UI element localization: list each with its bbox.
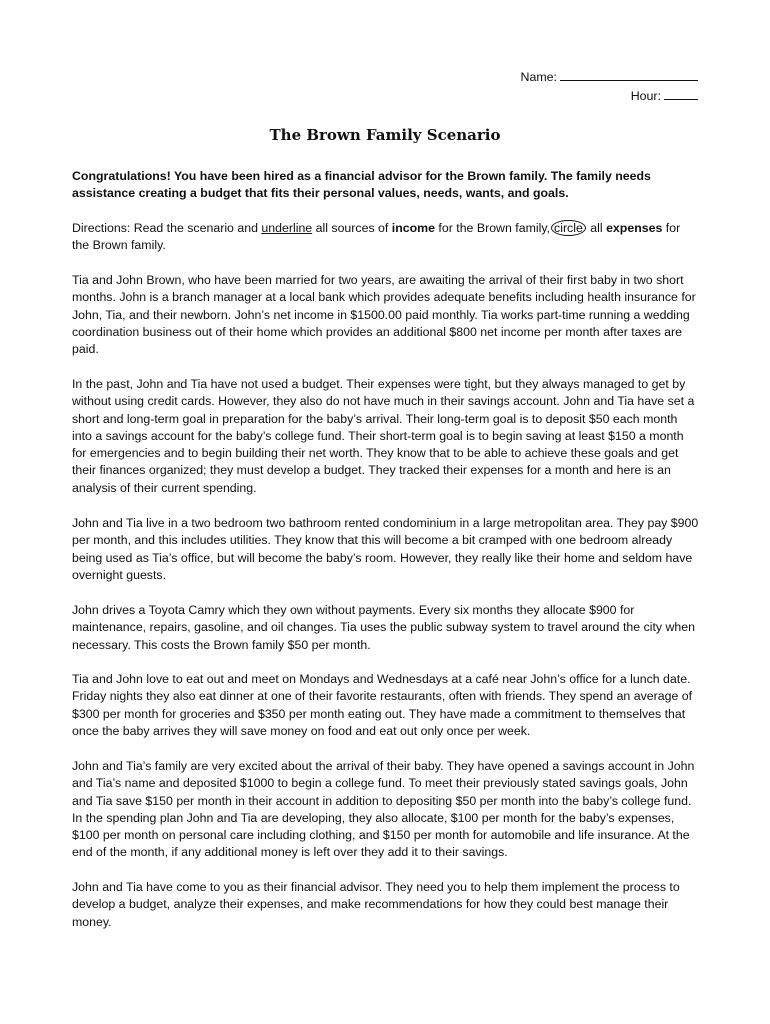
scenario-paragraph-housing: John and Tia live in a two bedroom two bathroom rented condominium in a large metropolitan area. They pay $900 per month, and this includes utilities. They know that this will become a bit cramped with one bedroom already being used as Tia’s office, but will become the baby’s room. However, they really like their home and seldom have overnight guests. [72,516,699,582]
directions-text-2: all sources of [312,221,392,235]
hour-blank[interactable] [664,87,698,100]
name-line [521,68,699,85]
circle-word: circle [551,220,586,236]
directions-text-4: all [586,221,607,235]
directions-text-1: Directions: Read the scenario and [72,221,262,235]
hour-line [631,87,698,104]
directions-text-5: for the Brown family. [72,221,681,253]
intro-paragraph: Congratulations! You have been hired as a financial advisor for the Brown family. The family needs assistance creating a budget that fits their personal values, needs, wants, and goals. [72,169,651,201]
name-blank[interactable] [560,68,698,81]
scenario-paragraph-advisor: John and Tia have come to you as their financial advisor. They need you to help them implement the process to develop a budget, analyze their expenses, and make recommendations for how they could best manage their money. [72,880,680,929]
income-word: income [391,221,435,235]
page-title: The Brown Family Scenario [269,126,501,144]
scenario-paragraph-goals: In the past, John and Tia have not used a budget. Their expenses were tight, but they always managed to get by without using credit cards. However, they also do not have much in their savings account. John and Tia have set a short and long-term goal in preparation for the baby’s arrival. Their long-term goal is to deposit $50 each month into a savings account for the baby’s college fund. Their short-term goal is to begin saving at least $150 a month for emergencies and to begin building their net worth. They know that to be able to achieve these goals and get their finances organized; they must develop a budget. They tracked their expenses for a month and here is an analysis of their current spending. [72,377,695,495]
scenario-paragraph-income: Tia and John Brown, who have been married for two years, are awaiting the arrival of their first baby in two short months. John is a branch manager at a local bank which provides adequate benefits including health insurance for John, Tia, and their newborn. John’s net income in $1500.00 paid monthly. Tia works part-time running a wedding coordination business out of their home which provides an additional $800 net income per month after taxes are paid. [72,273,696,357]
underline-word: underline [261,221,313,235]
hour-label: Hour: [630,89,661,103]
scenario-paragraph-savings: John and Tia’s family are very excited about the arrival of their baby. They have opened a savings account in John and Tia’s name and deposited $1000 to begin a college fund. To meet their previously stated savings goals, John and Tia save $150 per month in their account in addition to depositing $50 per month into the baby’s college fund. In the spending plan John and Tia are developing, they also allocate, $100 per month for the baby’s expenses, $100 per month on personal care including clothing, and $150 per month for automobile and life insurance. At the end of the month, if any additional money is left over they add it to their savings. [72,759,695,860]
directions-text-3: for the Brown family, [435,221,551,235]
directions-paragraph [72,220,700,255]
name-label: Name: [520,70,557,84]
scenario-paragraph-transportation: John drives a Toyota Camry which they own without payments. Every six months they allocate $900 for maintenance, repairs, gasoline, and oil changes. Tia uses the public subway system to travel around the city when necessary. This costs the Brown family $50 per month. [72,603,696,652]
expenses-word: expenses [606,221,663,235]
scenario-paragraph-food: Tia and John love to eat out and meet on Mondays and Wednesdays at a café near John’s office for a lunch date. Friday nights they also eat dinner at one of their favorite restaurants, often with friends. They spend an average of $300 per month for groceries and $350 per month eating out. They have made a commitment to themselves that once the baby arrives they will save money on food and eat out only once per week. [72,672,693,738]
